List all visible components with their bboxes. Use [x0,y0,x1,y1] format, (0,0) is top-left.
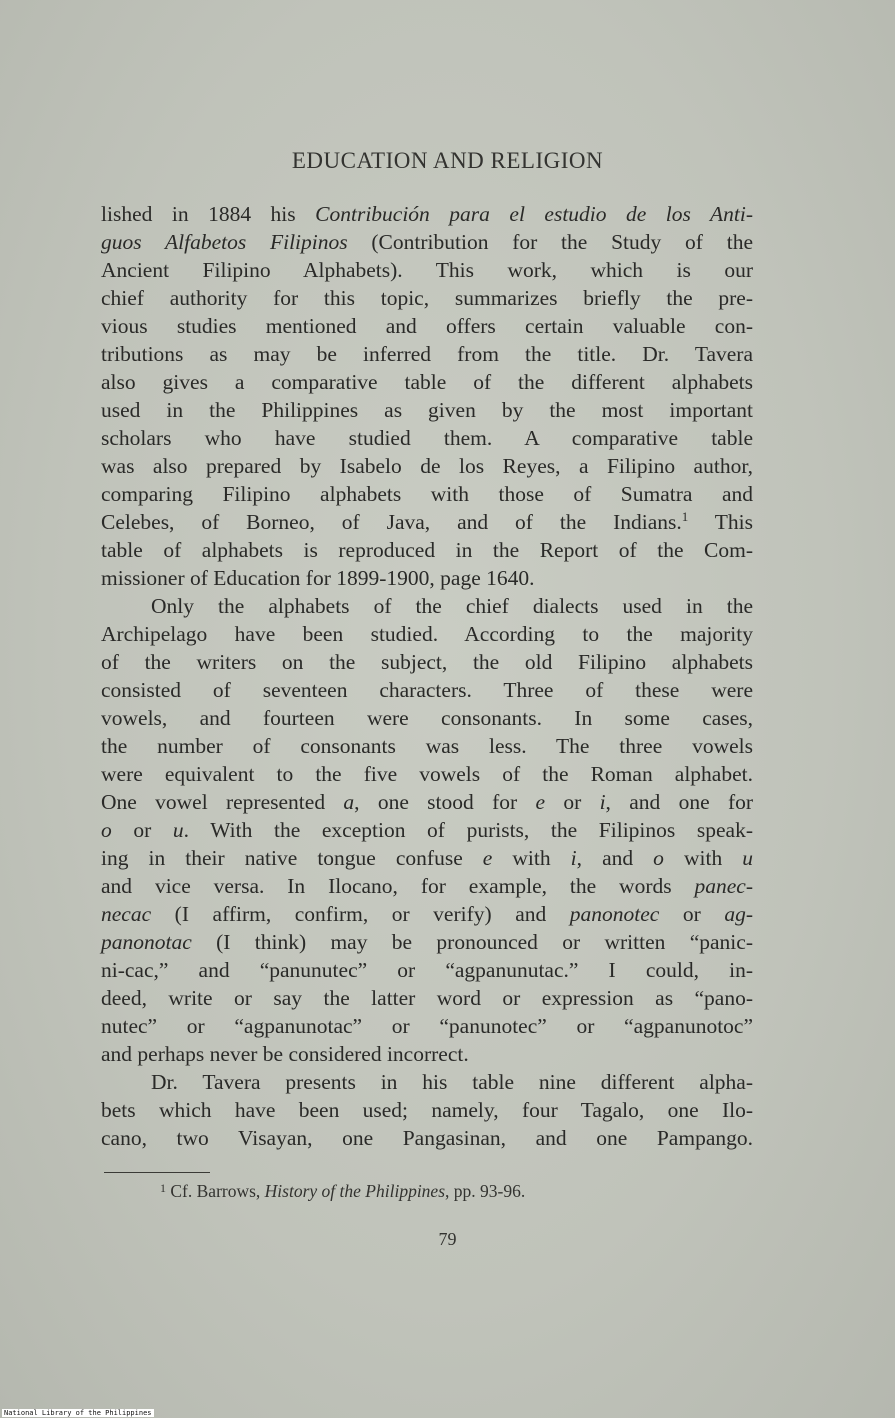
text-line: of the writers on the subject, the old Filipino alphabets [101,650,753,674]
text-line: chief authority for this topic, summarizes briefly the pre- [101,286,753,310]
page-number: 79 [438,1229,457,1249]
text-line: also gives a comparative table of the different alphabets [101,370,753,394]
body-text [101,200,753,1152]
text-line: bets which have been used; namely, four Tagalo, one Ilo- [101,1098,753,1122]
footnote-divider [104,1172,210,1173]
footnote [160,1181,525,1202]
text-line: were equivalent to the five vowels of the Roman alphabet. [101,762,753,786]
text-line: table of alphabets is reproduced in the Report of the Com- [101,538,753,562]
text-line: consisted of seventeen characters. Three of these were [101,678,753,702]
text-line: missioner of Education for 1899-1900, page 1640. [101,566,535,590]
text-line: cano, two Visayan, one Pangasinan, and one Pampango. [101,1126,753,1150]
running-title: EDUCATION AND RELIGION [291,148,604,173]
text-line: nutec” or “agpanunotac” or “panunotec” or “agpanunotoc” [101,1014,753,1038]
text-line: necac (I affirm, confirm, or verify) and panonotec or ag- [101,902,753,926]
footnote-title: History of the Philippines [264,1181,446,1201]
text-line: Ancient Filipino Alphabets). This work, which is our [101,258,753,282]
text-line: Celebes, of Borneo, of Java, and of the Indians.$^1$ This [101,509,753,534]
text-line: ing in their native tongue confuse e with i, and o with u [101,846,753,870]
text-line: guos Alfabetos Filipinos (Contribution for the Study of the [101,230,753,254]
text-line: vowels, and fourteen were consonants. In some cases, [101,706,753,730]
text-line: ni-cac,” and “panunutec” or “agpanunutac.” I could, in- [101,958,753,982]
footnote-ref: 1 [681,509,689,524]
text-line: One vowel represented a, one stood for e or i, and one for [101,790,754,814]
text-line: comparing Filipino alphabets with those of Sumatra and [101,482,753,506]
library-credit: National Library of the Philippines [4,1409,152,1417]
footnote-marker: 1 [160,1181,166,1195]
text-line: used in the Philippines as given by the most important [101,398,753,422]
text-line: panonotac (I think) may be pronounced or written “panic- [101,930,753,954]
footnote-prefix: Cf. Barrows, [170,1181,265,1201]
text-line: o or u. With the exception of purists, the Filipinos speak- [101,818,753,842]
text-line: the number of consonants was less. The three vowels [101,734,753,758]
text-line: was also prepared by Isabelo de los Reyes, a Filipino author, [101,454,753,478]
text-line: and vice versa. In Ilocano, for example, the words panec- [101,874,753,898]
text-line: Archipelago have been studied. According to the majority [101,622,753,646]
text-line: Only the alphabets of the chief dialects used in the [151,594,753,618]
text-line: and perhaps never be considered incorrect. [101,1042,469,1066]
text-line: scholars who have studied them. A comparative table [101,426,753,450]
text-line: tributions as may be inferred from the title. Dr. Tavera [101,342,753,366]
text-line: lished in 1884 his Contribución para el estudio de los Anti- [101,202,753,226]
text-line: Dr. Tavera presents in his table nine different alpha- [151,1070,753,1094]
footnote-suffix: , pp. 93-96. [445,1181,526,1201]
text-line: vious studies mentioned and offers certain valuable con- [101,314,753,338]
text-line: deed, write or say the latter word or expression as “pano- [101,986,753,1010]
